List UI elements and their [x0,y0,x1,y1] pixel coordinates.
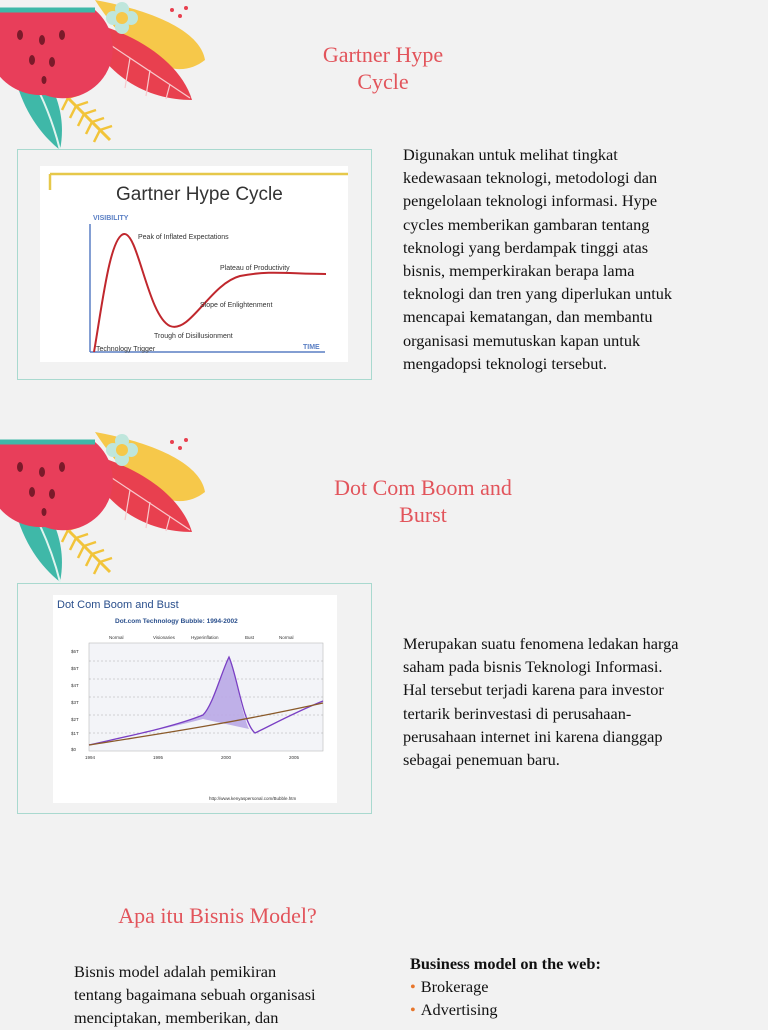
label-slope: Slope of Enlightenment [200,302,273,309]
image-subheading: Dot.com Technology Bubble: 1994-2002 [115,618,238,625]
dotcom-bubble-image [53,595,337,803]
watermelon-leaf-decoration [0,432,210,592]
list-heading: Business model on the web: [410,954,601,973]
label-trigger: Technology Trigger [96,346,156,353]
section-title: Gartner Hype Cycle [322,42,444,94]
gartner-description: Digunakan untuk melihat tingkat kedewasaan teknologi, metodologi dan pengelolaan teknologi informasi. Hype cycles memberikan gambaran tentang teknologi yang berdampak tinggi atas bisnis, memperkirakan berapa lama teknologi dan tren yang diperlukan untuk mencapai kematangan, dan membantu organisasi memutuskan kapan untuk mengadopsi teknologi tersebut. [403,145,673,373]
svg-text:2000: 2000 [221,755,232,760]
dotcom-description: Merupakan suatu fenomena ledakan harga saham pada bisnis Teknologi Informasi. Hal tersebut terjadi karena para investor tertarik berinvestasi di perusahaan- perusahaan internet ini karena dianggap sebagai penemuan baru. [403,634,679,770]
x-axis-label: TIME [303,344,320,351]
svg-text:$4T: $4T [71,683,79,688]
y-axis-label: VISIBILITY [93,215,129,222]
svg-text:$0: $0 [71,747,77,752]
source-url: http://www.kenyaspersonal.com/Bubble.htm [209,796,297,801]
svg-text:$1T: $1T [71,731,79,736]
label-trough: Trough of Disillusionment [154,333,233,340]
svg-text:$6T: $6T [71,649,79,654]
svg-text:1995: 1995 [153,755,164,760]
image-heading: Dot Com Boom and Bust [57,599,179,611]
svg-text:1994: 1994 [85,755,96,760]
svg-text:Normal: Normal [109,635,124,640]
section-title: Dot Com Boom and Burst [334,475,512,527]
section-dotcom [0,432,768,852]
svg-text:2005: 2005 [289,755,300,760]
svg-text:$3T: $3T [71,700,79,705]
svg-text:Normal: Normal [279,635,294,640]
bullet-icon: • [410,1000,416,1020]
svg-text:Hyperinflation: Hyperinflation [191,635,219,640]
svg-text:Visionaries: Visionaries [153,635,175,640]
business-model-description: Bisnis model adalah pemikiran tentang bagaimana sebuah organisasi menciptakan, memberikan, dan [74,962,316,1028]
svg-text:Bust: Bust [245,635,255,640]
label-plateau: Plateau of Productivity [220,265,290,272]
list-item: • Advertising [410,1000,498,1020]
section-gartner [0,0,768,400]
svg-text:$5T: $5T [71,666,79,671]
watermelon-leaf-decoration [0,0,210,160]
business-model-list [410,952,740,1022]
label-peak: Peak of Inflated Expectations [138,234,229,241]
chart-heading: Gartner Hype Cycle [116,184,283,205]
bullet-icon: • [410,977,416,997]
gartner-hype-cycle-image [40,166,348,362]
section-title: Apa itu Bisnis Model? [118,903,317,928]
list-item: • Brokerage [410,977,489,997]
section-business-model [0,890,768,1028]
svg-text:$2T: $2T [71,717,79,722]
